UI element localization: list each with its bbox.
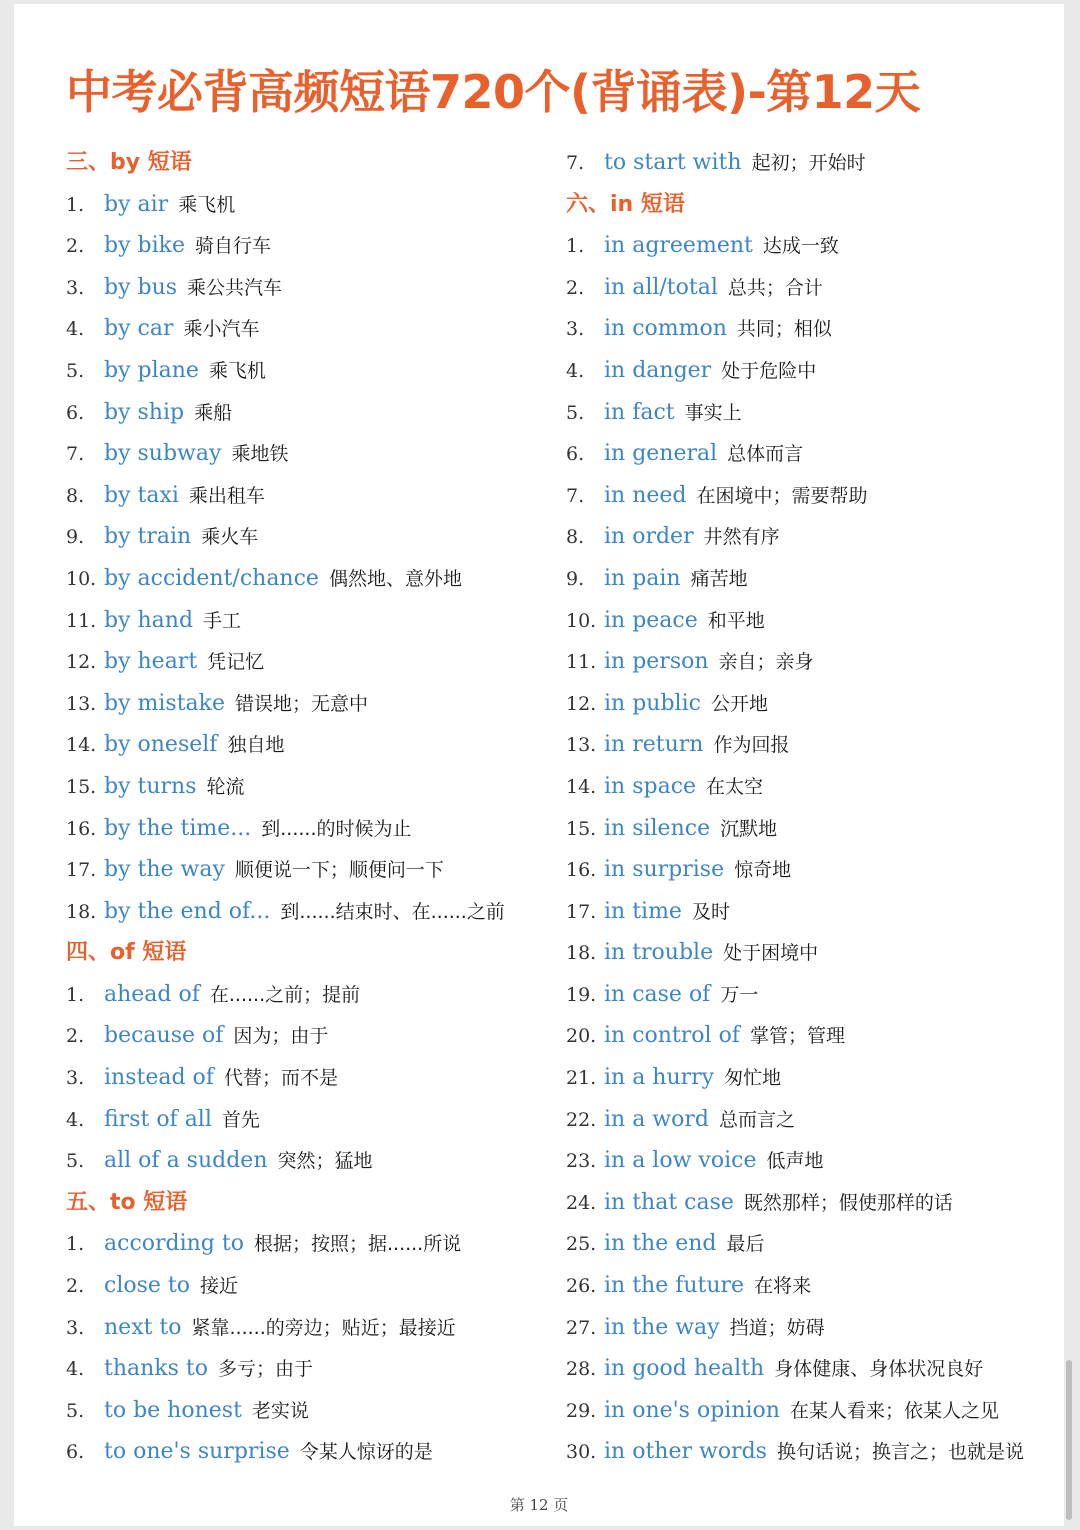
list-item xyxy=(66,1099,546,1141)
section-heading: 五、to 短语 xyxy=(66,1189,188,1215)
chinese-meaning: 轮流 xyxy=(206,775,245,798)
section-heading: 三、by 短语 xyxy=(66,150,192,175)
english-phrase: in fact xyxy=(604,399,675,425)
item-number: 17. xyxy=(66,859,97,882)
item-number: 15. xyxy=(566,817,597,840)
english-phrase: all of a sudden xyxy=(104,1148,268,1174)
item-number: 5. xyxy=(66,1150,85,1173)
chinese-meaning: 偶然地、意外地 xyxy=(328,567,462,590)
item-number: 9. xyxy=(66,526,85,549)
chinese-meaning: 总而言之 xyxy=(718,1108,795,1131)
chinese-meaning: 接近 xyxy=(200,1275,239,1298)
scrollbar[interactable] xyxy=(1066,1360,1072,1520)
item-number: 27. xyxy=(566,1316,597,1339)
english-phrase: to one's surprise xyxy=(104,1439,290,1465)
list-item xyxy=(66,475,546,517)
item-number: 7. xyxy=(66,443,85,466)
item-number: 11. xyxy=(566,651,597,674)
item-number: 9. xyxy=(566,567,585,590)
list-item xyxy=(66,184,546,226)
left-column xyxy=(66,142,546,1473)
english-phrase: in need xyxy=(604,482,687,508)
chinese-meaning: 低声地 xyxy=(766,1150,824,1173)
item-number: 3. xyxy=(66,1067,85,1090)
list-item xyxy=(566,350,1056,392)
english-phrase: to be honest xyxy=(104,1397,242,1423)
list-item xyxy=(66,683,546,725)
english-phrase: in the future xyxy=(604,1273,745,1299)
item-number: 3. xyxy=(66,276,85,299)
item-number: 4. xyxy=(66,318,85,341)
english-phrase: by bus xyxy=(104,274,178,300)
english-phrase: by air xyxy=(104,191,169,217)
right-column xyxy=(566,142,1056,1473)
chinese-meaning: 亲自；亲身 xyxy=(718,651,814,674)
item-number: 8. xyxy=(66,484,85,507)
english-phrase: in surprise xyxy=(604,857,725,883)
english-phrase: by taxi xyxy=(104,482,179,508)
english-phrase: by train xyxy=(104,524,192,550)
list-item xyxy=(66,641,546,683)
item-number: 10. xyxy=(566,609,597,632)
english-phrase: close to xyxy=(104,1273,190,1299)
chinese-meaning: 突然；猛地 xyxy=(277,1150,373,1173)
list-item xyxy=(566,932,1056,974)
list-item xyxy=(566,724,1056,766)
english-phrase: by the end of... xyxy=(104,898,271,924)
item-number: 5. xyxy=(66,359,85,382)
document-page xyxy=(14,4,1064,1526)
list-item xyxy=(566,1099,1056,1141)
item-number: 1. xyxy=(66,983,85,1006)
chinese-meaning: 和平地 xyxy=(707,609,765,632)
chinese-meaning: 乘船 xyxy=(194,401,233,424)
english-phrase: according to xyxy=(104,1231,244,1257)
chinese-meaning: 达成一致 xyxy=(762,235,839,258)
item-number: 24. xyxy=(566,1191,597,1214)
chinese-meaning: 作为回报 xyxy=(713,734,790,757)
list-item xyxy=(566,1390,1056,1432)
chinese-meaning: 既然那样；假使那样的话 xyxy=(743,1191,953,1214)
item-number: 23. xyxy=(566,1150,597,1173)
chinese-meaning: 多亏；由于 xyxy=(218,1358,314,1381)
english-phrase: to start with xyxy=(604,150,742,175)
english-phrase: in order xyxy=(604,524,694,550)
chinese-meaning: 起初；开始时 xyxy=(751,152,866,174)
english-phrase: in time xyxy=(604,898,682,924)
item-number: 14. xyxy=(66,734,97,757)
chinese-meaning: 乘飞机 xyxy=(208,359,266,382)
chinese-meaning: 惊奇地 xyxy=(734,859,792,882)
item-number: 4. xyxy=(66,1108,85,1131)
chinese-meaning: 沉默地 xyxy=(720,817,778,840)
english-phrase: in control of xyxy=(604,1023,740,1049)
list-item xyxy=(566,600,1056,642)
list-item xyxy=(66,808,546,850)
list-item xyxy=(66,1015,546,1057)
chinese-meaning: 因为；由于 xyxy=(233,1025,329,1048)
chinese-meaning: 在某人看来；依某人之见 xyxy=(789,1399,999,1422)
english-phrase: in the way xyxy=(604,1314,720,1340)
list-item xyxy=(66,1431,546,1473)
english-phrase: by turns xyxy=(104,773,197,799)
english-phrase: by accident/chance xyxy=(104,565,319,591)
item-number: 19. xyxy=(566,983,597,1006)
item-number: 18. xyxy=(66,900,97,923)
list-item xyxy=(566,1431,1056,1473)
list-item xyxy=(66,1307,546,1349)
chinese-meaning: 井然有序 xyxy=(703,526,780,549)
item-number: 13. xyxy=(566,734,597,757)
chinese-meaning: 在将来 xyxy=(754,1275,812,1298)
list-item xyxy=(566,392,1056,434)
item-number: 5. xyxy=(66,1399,85,1422)
english-phrase: in all/total xyxy=(604,274,718,300)
list-item xyxy=(66,1223,546,1265)
item-number: 14. xyxy=(566,775,597,798)
english-phrase: by the time... xyxy=(104,815,252,841)
chinese-meaning: 乘出租车 xyxy=(188,484,265,507)
list-item xyxy=(566,1015,1056,1057)
list-item xyxy=(566,808,1056,850)
section-heading: 六、in 短语 xyxy=(566,191,685,217)
list-item xyxy=(66,600,546,642)
item-number: 1. xyxy=(566,235,585,258)
list-item xyxy=(566,849,1056,891)
chinese-meaning: 到......结束时、在......之前 xyxy=(280,900,505,923)
list-item xyxy=(66,1140,546,1182)
english-phrase: in return xyxy=(604,732,704,758)
list-item xyxy=(66,433,546,475)
item-number: 18. xyxy=(566,942,597,965)
english-phrase: ahead of xyxy=(104,981,200,1007)
item-number: 25. xyxy=(566,1233,597,1256)
list-item xyxy=(66,766,546,808)
page-number: 第 12 页 xyxy=(509,1496,569,1514)
chinese-meaning: 令某人惊讶的是 xyxy=(299,1441,433,1464)
list-item xyxy=(66,891,546,933)
english-phrase: by heart xyxy=(104,649,198,675)
english-phrase: in trouble xyxy=(604,940,714,966)
english-phrase: by the way xyxy=(104,857,225,883)
item-number: 10. xyxy=(66,567,97,590)
item-number: 2. xyxy=(66,1275,85,1298)
item-number: 2. xyxy=(66,235,85,258)
chinese-meaning: 凭记忆 xyxy=(207,651,265,674)
chinese-meaning: 共同；相似 xyxy=(736,318,832,341)
item-number: 4. xyxy=(566,359,585,382)
chinese-meaning: 最后 xyxy=(726,1233,765,1256)
chinese-meaning: 在太空 xyxy=(706,775,764,798)
item-number: 3. xyxy=(566,318,585,341)
list-item xyxy=(566,641,1056,683)
chinese-meaning: 公开地 xyxy=(710,692,768,715)
list-item xyxy=(566,142,1056,184)
item-number: 16. xyxy=(566,859,597,882)
list-item xyxy=(566,1140,1056,1182)
chinese-meaning: 及时 xyxy=(691,900,730,923)
english-phrase: by ship xyxy=(104,399,185,425)
chinese-meaning: 乘公共汽车 xyxy=(187,276,283,299)
english-phrase: in good health xyxy=(604,1356,765,1382)
english-phrase: in public xyxy=(604,690,701,716)
chinese-meaning: 处于危险中 xyxy=(721,359,817,382)
list-item xyxy=(566,558,1056,600)
item-number: 6. xyxy=(66,401,85,424)
english-phrase: in a low voice xyxy=(604,1148,757,1174)
list-item xyxy=(566,1265,1056,1307)
item-number: 2. xyxy=(66,1025,85,1048)
english-phrase: next to xyxy=(104,1314,182,1340)
item-number: 12. xyxy=(566,692,597,715)
chinese-meaning: 总共；合计 xyxy=(727,276,823,299)
item-number: 11. xyxy=(66,609,97,632)
english-phrase: in a hurry xyxy=(604,1065,715,1091)
list-item xyxy=(566,683,1056,725)
list-item xyxy=(66,1057,546,1099)
list-item xyxy=(66,516,546,558)
item-number: 29. xyxy=(566,1399,597,1422)
chinese-meaning: 身体健康、身体状况良好 xyxy=(774,1358,984,1381)
item-number: 21. xyxy=(566,1067,597,1090)
list-item xyxy=(566,308,1056,350)
english-phrase: thanks to xyxy=(104,1356,208,1382)
list-item xyxy=(66,1265,546,1307)
english-phrase: in case of xyxy=(604,981,711,1007)
english-phrase: in silence xyxy=(604,815,711,841)
list-item xyxy=(66,225,546,267)
list-item xyxy=(566,766,1056,808)
list-item xyxy=(566,516,1056,558)
chinese-meaning: 换句话说；换言之；也就是说 xyxy=(776,1441,1024,1464)
list-item xyxy=(66,558,546,600)
chinese-meaning: 顺便说一下；顺便问一下 xyxy=(234,859,444,882)
chinese-meaning: 总体而言 xyxy=(727,443,804,466)
chinese-meaning: 乘火车 xyxy=(201,526,259,549)
chinese-meaning: 紧靠......的旁边；贴近；最接近 xyxy=(191,1316,456,1339)
list-item xyxy=(66,350,546,392)
list-item xyxy=(566,891,1056,933)
english-phrase: in peace xyxy=(604,607,698,633)
english-phrase: by plane xyxy=(104,357,199,383)
chinese-meaning: 独自地 xyxy=(227,734,285,757)
item-number: 13. xyxy=(66,692,97,715)
item-number: 3. xyxy=(66,1316,85,1339)
english-phrase: instead of xyxy=(104,1065,214,1091)
item-number: 2. xyxy=(566,276,585,299)
list-item xyxy=(66,267,546,309)
chinese-meaning: 骑自行车 xyxy=(194,235,271,258)
chinese-meaning: 老实说 xyxy=(251,1399,309,1422)
item-number: 26. xyxy=(566,1275,597,1298)
english-phrase: in general xyxy=(604,441,718,467)
item-number: 15. xyxy=(66,775,97,798)
chinese-meaning: 万一 xyxy=(720,983,759,1006)
english-phrase: in agreement xyxy=(604,233,753,259)
item-number: 5. xyxy=(566,401,585,424)
item-number: 1. xyxy=(66,193,85,216)
english-phrase: by mistake xyxy=(104,690,225,716)
list-item xyxy=(566,433,1056,475)
english-phrase: in one's opinion xyxy=(604,1397,780,1423)
english-phrase: by bike xyxy=(104,233,185,259)
item-number: 28. xyxy=(566,1358,597,1381)
chinese-meaning: 挡道；妨碍 xyxy=(729,1316,825,1339)
chinese-meaning: 处于困境中 xyxy=(723,942,819,965)
english-phrase: in other words xyxy=(604,1439,767,1465)
chinese-meaning: 首先 xyxy=(221,1108,260,1131)
english-phrase: in the end xyxy=(604,1231,717,1257)
english-phrase: in a word xyxy=(604,1106,709,1132)
list-item xyxy=(566,225,1056,267)
list-item xyxy=(566,1182,1056,1224)
item-number: 7. xyxy=(566,152,585,174)
list-item xyxy=(66,1390,546,1432)
page-title: 中考必背高频短语720个(背诵表)-第12天 xyxy=(66,65,921,119)
list-item xyxy=(66,308,546,350)
item-number: 20. xyxy=(566,1025,597,1048)
chinese-meaning: 根据；按照；据......所说 xyxy=(253,1233,462,1256)
english-phrase: because of xyxy=(104,1023,224,1049)
list-item xyxy=(566,1057,1056,1099)
list-item xyxy=(66,392,546,434)
chinese-meaning: 手工 xyxy=(203,609,242,632)
list-item xyxy=(566,974,1056,1016)
item-number: 6. xyxy=(566,443,585,466)
chinese-meaning: 在......之前；提前 xyxy=(209,983,361,1006)
list-item xyxy=(566,1223,1056,1265)
chinese-meaning: 乘地铁 xyxy=(231,443,289,466)
chinese-meaning: 到......的时候为止 xyxy=(261,817,412,840)
chinese-meaning: 错误地；无意中 xyxy=(235,692,369,715)
chinese-meaning: 掌管；管理 xyxy=(749,1025,845,1048)
english-phrase: in space xyxy=(604,773,697,799)
list-item xyxy=(66,1348,546,1390)
item-number: 22. xyxy=(566,1108,597,1131)
list-item xyxy=(66,724,546,766)
chinese-meaning: 匆忙地 xyxy=(724,1067,782,1090)
english-phrase: in common xyxy=(604,316,727,342)
list-item xyxy=(66,849,546,891)
english-phrase: in pain xyxy=(604,565,681,591)
chinese-meaning: 代替；而不是 xyxy=(223,1067,338,1090)
english-phrase: by car xyxy=(104,316,174,342)
chinese-meaning: 痛苦地 xyxy=(690,567,748,590)
list-item xyxy=(566,267,1056,309)
item-number: 12. xyxy=(66,651,97,674)
english-phrase: first of all xyxy=(104,1106,212,1132)
list-item xyxy=(566,475,1056,517)
item-number: 8. xyxy=(566,526,585,549)
list-item xyxy=(566,1348,1056,1390)
english-phrase: by subway xyxy=(104,441,222,467)
item-number: 16. xyxy=(66,817,97,840)
english-phrase: in danger xyxy=(604,357,712,383)
english-phrase: by hand xyxy=(104,607,194,633)
chinese-meaning: 乘小汽车 xyxy=(183,318,260,341)
item-number: 30. xyxy=(566,1441,597,1464)
item-number: 1. xyxy=(66,1233,85,1256)
item-number: 4. xyxy=(66,1358,85,1381)
english-phrase: in person xyxy=(604,649,709,675)
section-heading: 四、of 短语 xyxy=(66,940,187,966)
list-item xyxy=(66,974,546,1016)
chinese-meaning: 在困境中；需要帮助 xyxy=(696,484,868,507)
item-number: 6. xyxy=(66,1441,85,1464)
item-number: 7. xyxy=(566,484,585,507)
chinese-meaning: 事实上 xyxy=(684,401,742,424)
list-item xyxy=(566,1307,1056,1349)
chinese-meaning: 乘飞机 xyxy=(178,193,236,216)
english-phrase: in that case xyxy=(604,1189,734,1215)
item-number: 17. xyxy=(566,900,597,923)
english-phrase: by oneself xyxy=(104,732,218,758)
